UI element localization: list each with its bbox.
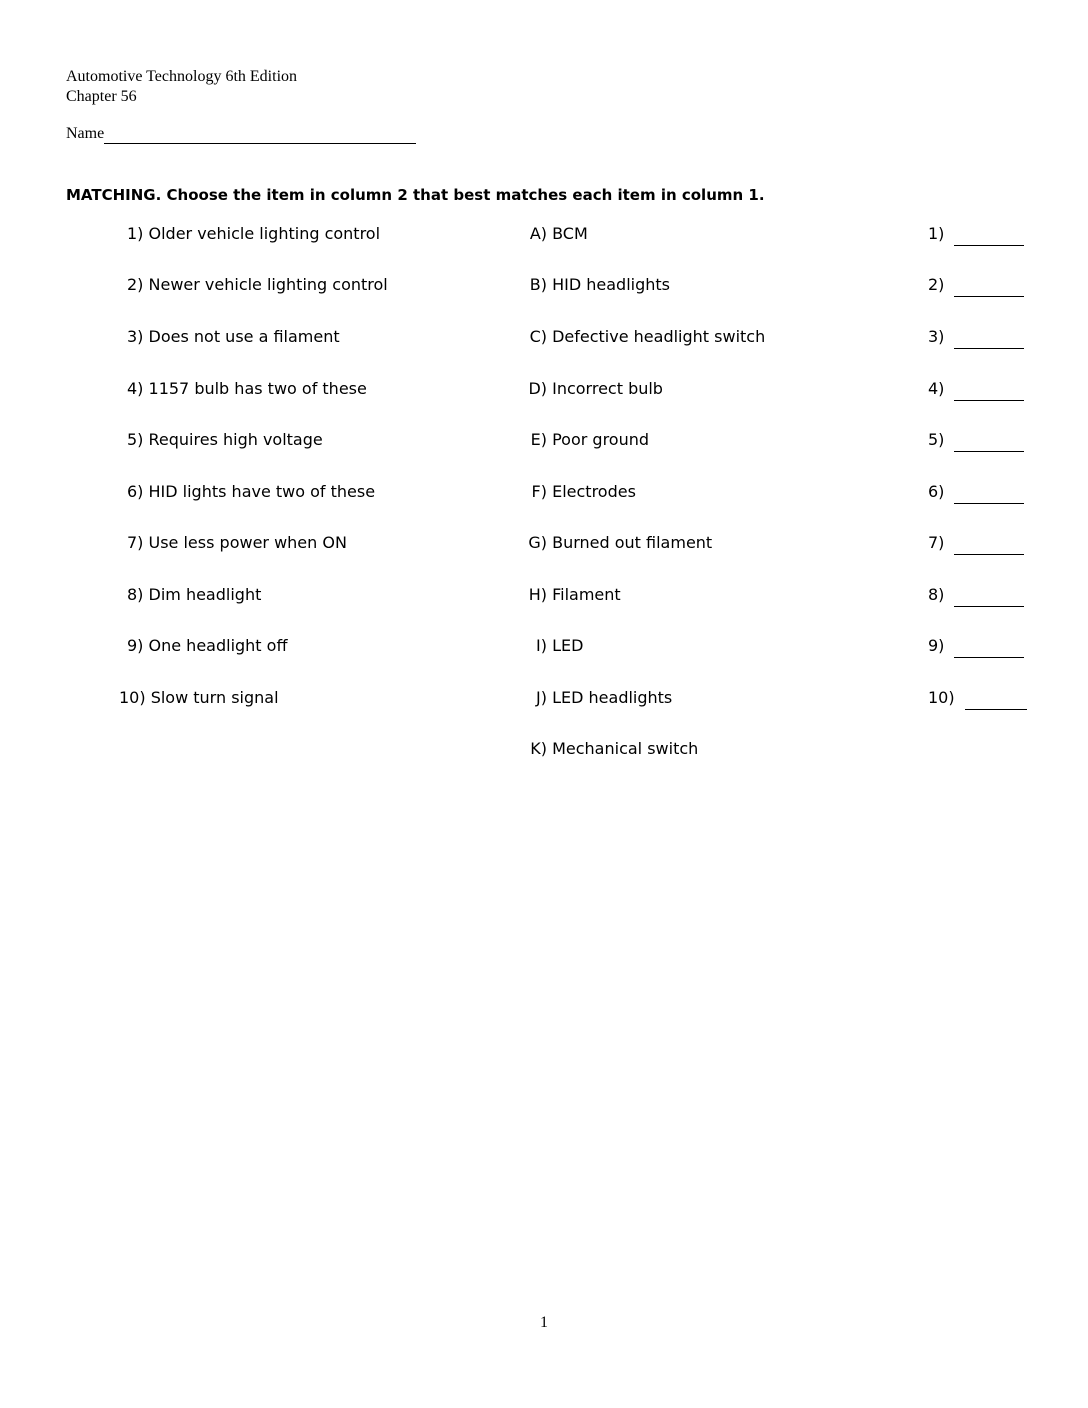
column2-letter: K) [530, 739, 547, 758]
answer-blank[interactable] [954, 380, 1024, 401]
column2-item [520, 377, 820, 401]
answer-blank[interactable] [965, 689, 1027, 710]
column2-item [520, 634, 820, 658]
answer-number: 4) [928, 379, 945, 398]
answer-blank[interactable] [954, 225, 1024, 246]
column2-item [520, 325, 820, 349]
column1-item: 8) Dim headlight [127, 585, 262, 604]
answer-number: 1) [928, 224, 945, 243]
column1-item: 10) Slow turn signal [119, 688, 279, 707]
answer-blank[interactable] [954, 637, 1024, 658]
answer-number: 7) [928, 533, 945, 552]
answer-slot [928, 480, 1024, 504]
matching-row [0, 480, 1088, 504]
name-label: Name [66, 125, 105, 142]
name-field[interactable] [104, 125, 416, 144]
answer-slot [928, 325, 1024, 349]
column2-item [520, 583, 820, 607]
matching-row [0, 583, 1088, 607]
answer-slot [928, 273, 1024, 297]
column1-item: 9) One headlight off [127, 636, 288, 655]
column2-letter: I) [536, 636, 547, 655]
answer-blank[interactable] [954, 483, 1024, 504]
answer-slot [928, 634, 1024, 658]
matching-row [0, 686, 1088, 710]
answer-blank[interactable] [954, 586, 1024, 607]
answer-slot [928, 531, 1024, 555]
column2-item [520, 273, 820, 297]
matching-row [0, 273, 1088, 297]
column1-item: 6) HID lights have two of these [127, 482, 376, 501]
column2-text: Incorrect bulb [552, 379, 663, 398]
column2-text: Electrodes [552, 482, 636, 501]
column2-letter: G) [528, 533, 547, 552]
column1-item: 5) Requires high voltage [127, 430, 323, 449]
answer-number: 3) [928, 327, 945, 346]
column2-item [520, 531, 820, 555]
matching-row [0, 325, 1088, 349]
answer-number: 9) [928, 636, 945, 655]
column2-letter: H) [528, 585, 547, 604]
column2-text: LED headlights [552, 688, 673, 707]
column2-letter: A) [529, 224, 547, 243]
answer-number: 6) [928, 482, 945, 501]
matching-row [0, 428, 1088, 452]
column2-text: Poor ground [552, 430, 650, 449]
chapter-label: Chapter 56 [66, 88, 137, 105]
answer-blank[interactable] [954, 431, 1024, 452]
answer-number: 5) [928, 430, 945, 449]
matching-row [0, 634, 1088, 658]
answer-slot [928, 428, 1024, 452]
column2-text: HID headlights [552, 275, 670, 294]
answer-blank[interactable] [954, 328, 1024, 349]
column2-letter: J) [536, 688, 547, 707]
answer-blank[interactable] [954, 534, 1024, 555]
matching-row [0, 737, 1088, 761]
matching-row [0, 222, 1088, 246]
column2-letter: E) [530, 430, 547, 449]
answer-number: 2) [928, 275, 945, 294]
column2-item [520, 428, 820, 452]
instructions: MATCHING. Choose the item in column 2 that best matches each item in column 1. [66, 186, 765, 204]
column2-text: Burned out filament [552, 533, 713, 552]
column2-item [520, 480, 820, 504]
name-row [66, 124, 416, 144]
matching-row [0, 377, 1088, 401]
column2-letter: C) [529, 327, 547, 346]
column1-item: 2) Newer vehicle lighting control [127, 275, 388, 294]
matching-row [0, 531, 1088, 555]
column2-text: Filament [552, 585, 621, 604]
column2-text: Mechanical switch [552, 739, 699, 758]
column1-item: 4) 1157 bulb has two of these [127, 379, 367, 398]
answer-slot [928, 686, 1027, 710]
column2-letter: B) [529, 275, 547, 294]
answer-slot [928, 583, 1024, 607]
column1-item: 7) Use less power when ON [127, 533, 347, 552]
column2-item [520, 686, 820, 710]
column2-item [520, 737, 820, 761]
answer-number: 8) [928, 585, 945, 604]
column1-item: 3) Does not use a filament [127, 327, 340, 346]
answer-slot [928, 377, 1024, 401]
column2-text: LED [552, 636, 584, 655]
answer-blank[interactable] [954, 276, 1024, 297]
column2-letter: D) [528, 379, 547, 398]
column2-text: Defective headlight switch [552, 327, 766, 346]
answer-number: 10) [928, 688, 955, 707]
column1-item: 1) Older vehicle lighting control [127, 224, 381, 243]
page-number: 1 [540, 1314, 548, 1331]
document-title: Automotive Technology 6th Edition [66, 68, 298, 85]
column2-text: BCM [552, 224, 588, 243]
answer-slot [928, 222, 1024, 246]
column2-item [520, 222, 820, 246]
column2-letter: F) [531, 482, 547, 501]
